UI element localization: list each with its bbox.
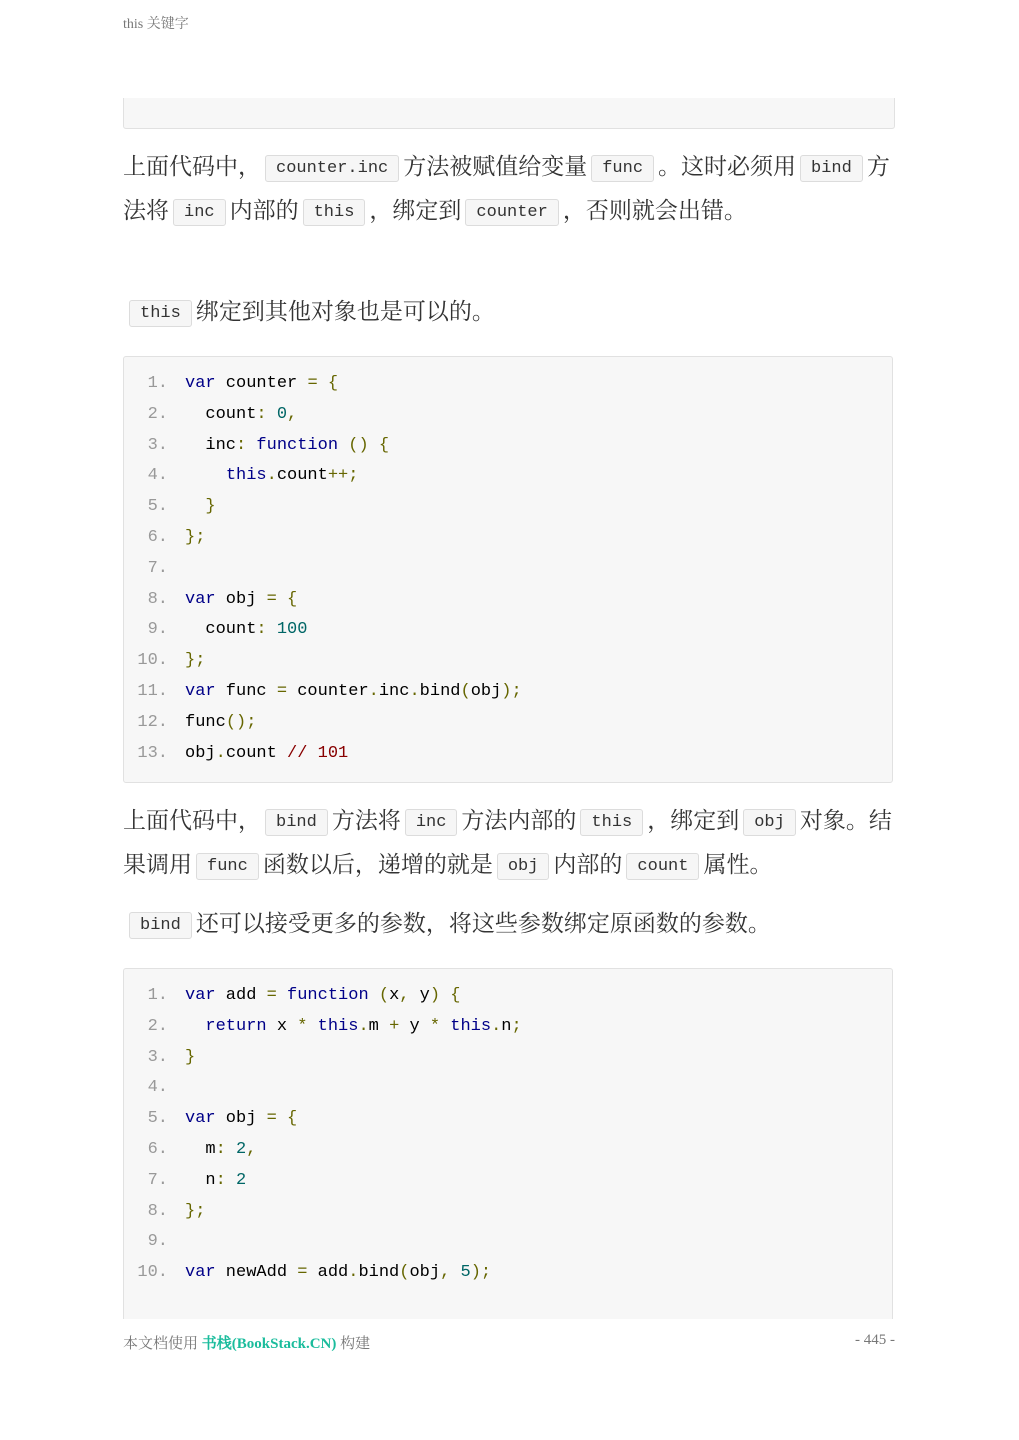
code-token: }; [185,651,206,671]
line-number: 10. [137,1263,168,1283]
code-token: , [440,1263,451,1283]
text: 还可以接受更多的参数，将这些参数绑定原函数的参数。 [195,911,771,937]
code-token: ++; [327,466,359,486]
text: 方法将 [123,154,890,224]
code-token [369,436,379,455]
code-line [124,1166,892,1197]
code-token: bind [419,681,461,701]
footer-brand-link[interactable]: 书栈(BookStack.CN) [201,1336,337,1352]
code-token: * [297,1016,308,1036]
code-line [124,615,892,646]
code-token: var [185,589,216,609]
text: 上面代码中， [123,808,261,834]
footer-prefix: 本文档使用 [123,1336,202,1352]
line-number: 13. [137,743,168,763]
line-number: 2. [147,1016,168,1036]
text: 方法将 [331,808,401,834]
code-token: = [276,681,288,701]
inline-code: func [196,853,259,880]
code-line [124,1135,892,1166]
code-token: : [215,1170,226,1190]
inline-code: bind [800,155,863,182]
line-number: 3. [147,435,168,455]
code-token [226,1171,236,1190]
code-token [277,986,287,1005]
code-token: ); [470,1263,492,1283]
code-token: { [378,435,390,455]
code-token: ( [460,681,471,701]
code-token: count [276,466,328,486]
code-token: m [368,1016,390,1036]
code-token [440,986,450,1005]
code-token: . [491,1016,502,1036]
code-token: 2 [236,1139,247,1159]
line-number: 9. [147,1232,168,1252]
code-token: 0 [276,404,288,424]
line-number: 8. [147,1201,168,1221]
code-token: { [287,1109,298,1129]
code-token: : [215,1139,226,1159]
line-number: 1. [147,986,168,1005]
text: 方法被赋值给变量 [403,154,588,180]
code-token: = [307,374,318,393]
code-token: func [185,712,226,732]
code-token: ) [429,986,441,1005]
code-token: = [297,1263,308,1283]
inline-code: this [129,300,192,327]
code-token [440,1017,450,1036]
line-number: 5. [147,1109,168,1129]
code-line [124,492,892,523]
code-token: add [307,1263,349,1283]
code-token: add [215,986,267,1005]
code-token: }; [185,527,206,547]
code-block-add-bind [123,968,893,1319]
inline-code: inc [173,199,226,226]
inline-code: this [303,199,366,226]
inline-code: obj [743,809,796,836]
code-token: 100 [276,620,308,640]
code-token [307,1017,317,1036]
code-token: = [266,986,277,1005]
code-token: func [215,681,277,701]
code-token: count [225,743,288,763]
code-token: ( [399,1263,410,1283]
code-token: , [399,986,410,1005]
code-token [267,620,277,639]
inline-code: count [626,853,699,880]
code-token: var [185,374,216,393]
footer-suffix: 构建 [336,1336,371,1352]
paragraph-func-binding [123,146,895,234]
code-line [124,677,892,708]
code-line [124,523,892,554]
code-token: y [399,1016,430,1036]
inline-code: bind [265,809,328,836]
page-number: - 445 - [855,1332,895,1348]
page-header-title: this 关键字 [123,17,189,32]
code-token: m [185,1139,216,1159]
code-line [124,461,892,492]
line-number: 4. [147,466,168,486]
code-token [369,986,379,1005]
code-line [124,1073,892,1104]
code-line [124,400,892,431]
line-number: 2. [147,404,168,424]
code-token: + [389,1016,400,1036]
code-token: counter [287,681,369,701]
line-number: 5. [147,497,168,517]
code-token: . [409,681,420,701]
inline-code: obj [497,853,550,880]
code-token [185,497,205,516]
inline-code: counter [465,199,558,226]
code-block-counter-bind-obj [123,356,893,783]
line-number: 8. [147,589,168,609]
text: ，绑定到 [369,198,462,224]
code-token [226,1140,236,1159]
text: 绑定到其他对象也是可以的。 [195,299,495,325]
code-line [124,1258,892,1289]
paragraph-this-other-object [123,291,895,335]
code-token: . [215,743,226,763]
code-token: (); [225,712,257,732]
code-token: var [185,1263,216,1283]
inline-code: func [591,155,654,182]
inline-code: inc [405,809,458,836]
code-token: obj [215,589,267,609]
code-token [338,436,348,455]
code-line [124,1227,892,1258]
text: 方法内部的 [461,808,577,834]
code-token: ); [501,681,522,701]
code-token: var [185,681,216,701]
code-token [185,466,226,485]
text: 函数以后，递增的就是 [262,852,493,878]
code-token: { [287,589,298,609]
code-token: bind [358,1263,400,1283]
code-token [450,1263,460,1282]
text: 内部的 [229,198,299,224]
code-token: }; [185,1201,206,1221]
line-number: 6. [147,527,168,547]
code-token: * [429,1016,441,1036]
code-token [277,1109,287,1128]
line-number: 11. [137,681,168,701]
text: 对象。结果调用 [123,808,892,878]
code-token: , [287,404,298,424]
line-number: 4. [147,1078,168,1098]
code-token: x [266,1016,298,1036]
code-token: obj [185,743,216,763]
code-token: x [389,986,400,1005]
code-token: this [225,466,267,486]
code-token: function [287,986,369,1005]
code-line [124,1043,892,1074]
code-token: inc [378,681,410,701]
code-token: count [185,620,257,640]
footer-attribution [123,1332,370,1353]
text: 属性。 [703,852,773,878]
code-token: var [185,986,216,1005]
previous-code-block-end [123,98,895,129]
code-token: : [236,435,247,455]
line-number: 1. [147,374,168,393]
code-token: = [266,1109,277,1129]
inline-code: this [580,809,643,836]
code-token: : [256,404,267,424]
line-number: 6. [147,1139,168,1159]
code-line [124,431,892,462]
code-line [124,369,892,400]
code-token: } [205,497,216,517]
text: 上面代码中， [123,154,261,180]
code-token: obj [470,681,502,701]
code-line [124,1012,892,1043]
code-token: n [185,1170,216,1190]
code-token: . [358,1016,369,1036]
text: ，否则就会出错。 [562,198,747,224]
code-token: n [501,1016,512,1036]
line-number: 3. [147,1047,168,1067]
code-token [267,405,277,424]
code-token: . [266,466,277,486]
code-token [318,374,328,393]
code-token: { [450,986,461,1005]
code-token: this [317,1016,359,1036]
code-token: this [450,1016,492,1036]
text: ，绑定到 [647,808,740,834]
code-token: return [205,1016,267,1036]
code-token: = [266,589,277,609]
inline-code: bind [129,912,192,939]
code-token: inc [185,435,237,455]
code-token: var [185,1109,216,1129]
code-token: obj [215,1109,267,1129]
code-line [124,981,892,1012]
code-token: newAdd [215,1263,298,1283]
code-token: y [409,986,430,1005]
line-number: 12. [137,712,168,732]
code-token [246,436,256,455]
text: 内部的 [553,852,623,878]
code-line [124,1197,892,1228]
code-line [124,554,892,585]
code-token: : [256,620,267,640]
line-number: 10. [137,651,168,671]
code-token: } [185,1047,196,1067]
code-line [124,739,892,770]
text: 。这时必须用 [658,154,797,180]
code-token: . [348,1263,359,1283]
inline-code: counter.inc [265,155,399,182]
code-token: () [348,435,369,455]
code-token: // 101 [287,743,349,763]
code-token: counter [215,374,308,393]
paragraph-bind-obj-explanation [123,800,895,888]
code-line [124,1104,892,1135]
code-token: . [368,681,379,701]
code-token: 5 [460,1263,471,1283]
code-token: count [185,404,257,424]
code-token: { [327,374,339,393]
code-token: ( [378,986,390,1005]
paragraph-bind-more-args [123,903,895,947]
code-token [185,1017,205,1036]
code-token: ; [511,1016,522,1036]
line-number: 9. [147,620,168,640]
line-number: 7. [147,558,168,578]
code-line [124,646,892,677]
code-line [124,585,892,616]
code-token: 2 [236,1170,247,1190]
code-token: obj [409,1263,441,1283]
code-token [277,590,287,609]
code-token: function [256,435,339,455]
code-line [124,708,892,739]
code-token: , [246,1139,257,1159]
line-number: 7. [147,1170,168,1190]
